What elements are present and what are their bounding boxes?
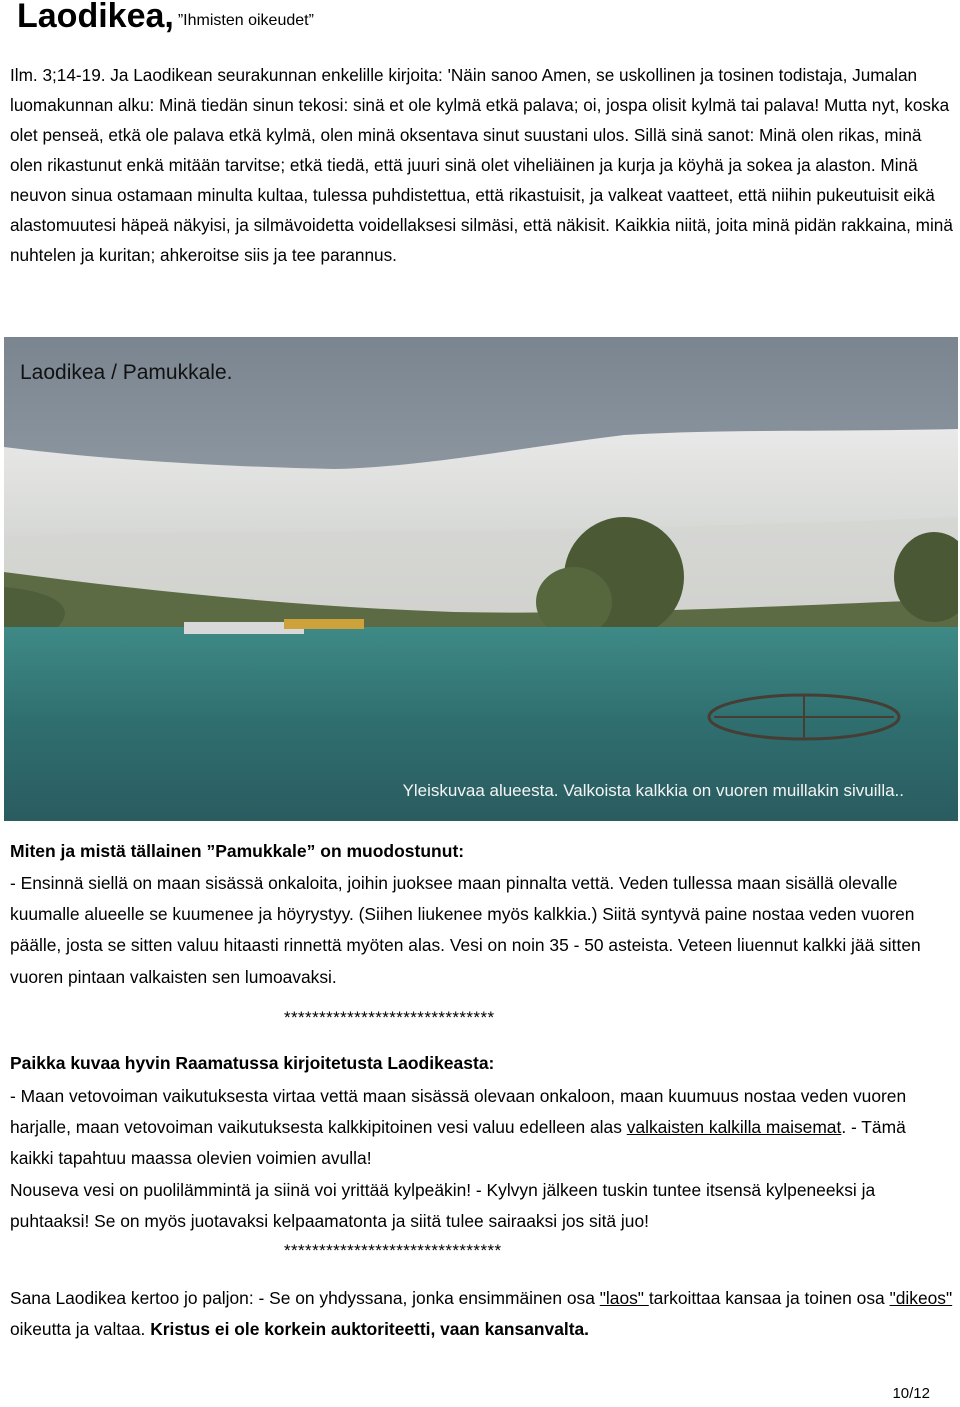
scripture-paragraph	[10, 60, 954, 270]
underlined-phrase: valkaisten kalkilla maisemat	[626, 1117, 842, 1138]
landscape-illustration	[4, 337, 958, 821]
scripture-intro: Ja Laodikean seurakunnan enkelille kirjoita: 'Näin sanoo Amen, se uskollinen ja tosinen todistaja, Jumalan luomakunnan alku: Minä tiedän sinun tekosi: sinä et ole kylmä etkä palava; oi, jospa olisit kylmä tai palava!	[10, 65, 918, 115]
section1-text: - Ensinnä siellä on maan sisässä onkaloita, joihin juoksee maan pinnalta vettä. Veden tullessa maan sisällä olevalle kuumalle alueelle se kuumenee ja höyrystyy. (Siihen liukenee myös kalkkia.) Siitä syntyvä paine nostaa veden vuoren päälle, josta se sitten valuu hitaasti rinnettä myöten alas. Vesi on noin 35 - 50 asteista. Veteen liuennut kalkki jää sitten vuoren pintaan valkaisten sen lumoavaksi.	[10, 873, 921, 987]
title-subtitle: ”Ihmisten oikeudet”	[177, 12, 314, 29]
section3-paragraph	[10, 1283, 954, 1345]
photo-caption: Yleiskuvaa alueesta. Valkoista kalkkia on vuoren muillakin sivuilla..	[402, 781, 904, 800]
section2-text-b: . - Tämä kaikki tapahtuu maassa olevien voimien avulla!	[10, 1117, 906, 1169]
page-number: 10/12	[892, 1385, 930, 1402]
photo-heading: Laodikea / Pamukkale.	[20, 361, 233, 384]
section1-heading: Miten ja mistä tällainen ”Pamukkale” on muodostunut:	[10, 841, 465, 861]
title-text: Laodikea,	[17, 0, 174, 35]
section3-part2: tarkoittaa kansaa ja toinen osa	[648, 1288, 890, 1308]
divider-stars-1: ******************************	[284, 1008, 495, 1027]
divider-stars-2: *******************************	[284, 1241, 502, 1260]
scripture-continuation: Mutta nyt, koska olet penseä, etkä ole palava etkä kylmä, olen minä oksentava sinut suustani ulos. Sillä sinä sanot: Minä olen rikas, minä olen rikastunut enkä mitään tarvitse; etkä tiedä, että juuri sinä olet viheliäinen ja kurja ja köyhä ja sokea ja alaston. Minä neuvon sinua ostamaan minulta kultaa, tulessa puhdistettua, että rikastuisit, ja valkeat vaatteet, että niihin pukeutuisit eikä alastomuutesi häpeä näkyisi, ja silmävoidetta voidellaksesi silmäsi, että näkisit. Kaikkia niitä, joita minä pidän rakkaina, minä nuhtelen ja kuritan; ahkeroitse siis ja tee parannus.	[10, 95, 953, 265]
section2-heading: Paikka kuvaa hyvin Raamatussa kirjoitetusta Laodikeasta:	[10, 1053, 495, 1073]
term-laos: "laos"	[599, 1288, 649, 1308]
section3-part1: Sana Laodikea kertoo jo paljon: - Se on yhdyssana, jonka ensimmäinen osa	[10, 1288, 600, 1308]
section2-paragraph	[10, 1081, 954, 1237]
pamukkale-photo	[4, 337, 958, 821]
section2-text-c: Nouseva vesi on puolilämmintä ja siinä voi yrittää kylpeäkin! - Kylvyn jälkeen tuskin tuntee itsensä kylpeneeksi ja puhtaaksi! Se on myös juotavaksi kelpaamatonta ja siitä tulee sairaaksi jos sitä juo!	[10, 1179, 876, 1231]
page-title	[17, 0, 314, 43]
term-dikeos: "dikeos"	[889, 1288, 953, 1308]
section2-text-a: - Maan vetovoiman vaikutuksesta virtaa vettä maan sisässä olevaan onkaloon, maan kuumuus nostaa veden vuoren harjalle, maan vetovoiman vaikutuksesta kalkkipitoinen vesi valuu edelleen alas	[10, 1086, 907, 1138]
section3-bold-statement: Kristus ei ole korkein auktoriteetti, vaan kansanvalta.	[150, 1319, 589, 1340]
scripture-reference: Ilm. 3;14-19.	[10, 65, 106, 85]
section3-part3: oikeutta ja valtaa.	[10, 1319, 151, 1340]
